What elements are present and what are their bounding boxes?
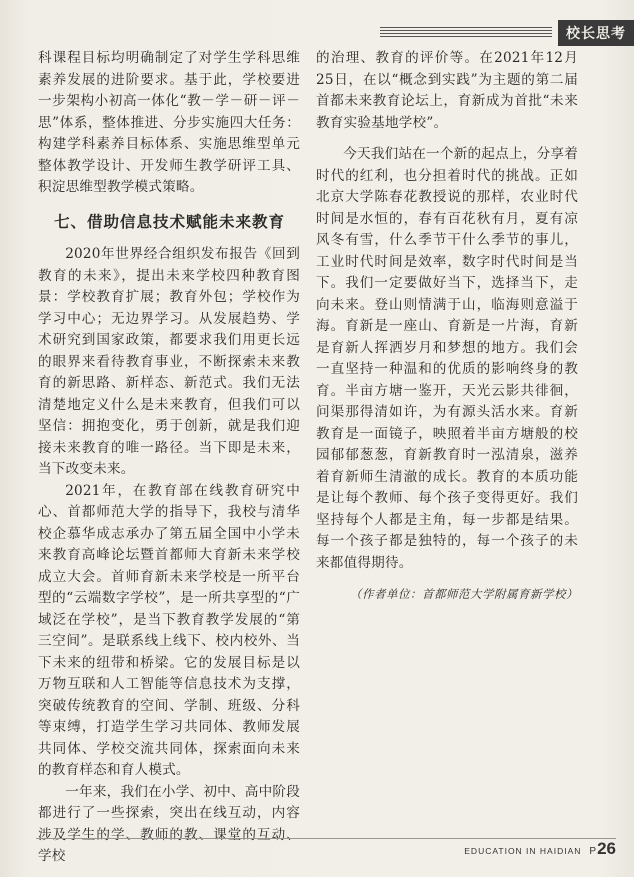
section-heading: 七、借助信息技术赋能未来教育 (54, 211, 286, 231)
journal-name: EDUCATION IN HAIDIAN (464, 846, 582, 856)
paragraph: 2020年世界经合组织发布报告《回到教育的未来》，提出未来学校四种教育图景：学校教育扩展；教育外包；学校作为学习中心；无边界学习。从发展趋势、学术研究到国家政策，都要求我们用更长远的眼界来看待教育事业，不断探索未来教育的新思路、新样态、新范式。我们无法清楚地定义什么是未来教育，但我们可以坚信：拥抱变化，勇于创新，就是我们迎接未来教育的唯一路径。当下即是未来，当下改变未来。 (38, 246, 300, 477)
paragraph-continued: 的治理、教育的评价等。在2021年12月25日，在以“概念到实践”为主题的第二届首都未来教育论坛上，育新成为首批“未来教育实验基地学校”。 (316, 50, 578, 131)
header-rule-lines (380, 27, 552, 39)
author-affiliation: （作者单位：首都师范大学附属育新学校） (350, 587, 578, 601)
paragraph: 今天我们站在一个新的起点上，分享着时代的红利，也分担着时代的挑战。正如北京大学陈春花教授说的那样，农业时代时间是水恒的，春有百花秋有月，夏有凉风冬有雪，什么季节干什么季节的事儿，工业时代时间是效率，数字时代时间是当下。我们一定要做好当下，选择当下，走向未来。登山则情满于山，临海则意溢于海。育新是一座山、育新是一片海，育新是育新人挥洒岁月和梦想的地方。我们会一直坚持一种温和的优质的影响终身的教育。半亩方塘一鉴开，天光云影共徘徊，问渠那得清如许，为有源头活水来。育新教育是一面镜子，映照着半亩方塘般的校园郁郁葱葱，育新教育时一泓清泉，滋养着育新师生清澈的成长。教育的本质功能是让每个教师、每个孩子变得更好。我们坚持每个人都是主角，每一步都是结果。每一个孩子都是独特的，每一个孩子的未来都值得期待。 (316, 146, 578, 571)
paragraph: 一年来，我们在小学、初中、高中阶段都进行了一些探索，突出在线互动，内容涉及学生的学、教师的教、课堂的互动、学校 (38, 783, 300, 864)
paragraph-intro: 科课程目标均明确制定了对学生学科思维素养发展的进阶要求。基于此，学校要进一步架构小初高一体化“教－学－研－评－思”体系，整体推进、分步实施四大任务：构建学科素养目标体系、实施思维型单元整体教学设计、开发师生教学研评工具、积淀思维型教学模式策略。 (38, 50, 300, 195)
left-column (38, 48, 300, 868)
column-tag: 校长思考 (558, 20, 634, 46)
page-footer (36, 838, 616, 859)
paragraph: 2021年，在教育部在线教育研究中心、首都师范大学的指导下，我校与清华校企慕华成志承办了第五届全国中小学未来教育高峰论坛暨首都师大育新未来学校成立大会。首师育新未来学校是一所平台型的“云端数字学校”，是一所共享型的“广域泛在学校”，是当下教育教学发展的“第三空间”。是联系线上线下、校内校外、当下未来的纽带和桥梁。它的发展目标是以万物互联和人工智能等信息技术为支撑，突破传统教育的空间、学制、班级、分科等束缚，打造学生学习共同体、教师发展共同体、学校交流共同体，探索面向未来的教育样态和育人模式。 (38, 482, 300, 778)
page-header (380, 20, 634, 46)
page-number: P26 (589, 839, 616, 858)
right-column (316, 48, 578, 606)
